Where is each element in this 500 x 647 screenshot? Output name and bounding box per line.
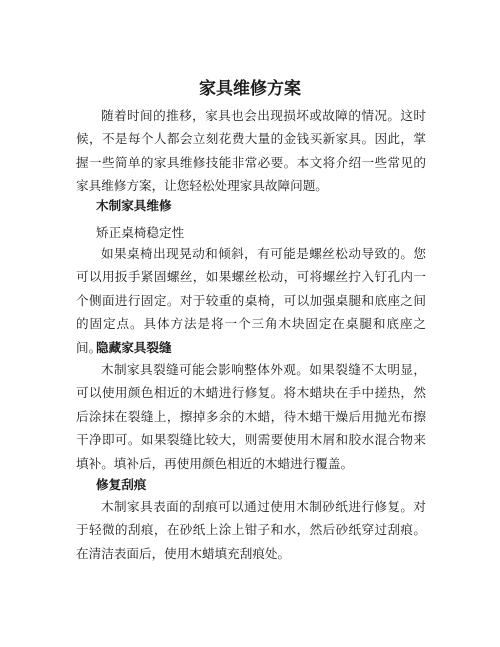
paragraph-hide-cracks: 木制家具裂缝可能会影响整体外观。如果裂缝不太明显，可以使用颜色相近的木蜡进行修复。将木蜡块在手中搓热，然后涂抹在裂缝上，擦掉多余的木蜡，待木蜡干燥后用抛光布擦干净即可。如果裂缝比较大，则需要使用木屑和胶水混合物来填补。填补后，再使用颜色相近的木蜡进行覆盖。 (76, 362, 426, 471)
document-title: 家具维修方案 (199, 79, 301, 99)
paragraph-table-stability: 如果桌椅出现晃动和倾斜，有可能是螺丝松动导致的。您可以用扳手紧固螺丝，如果螺丝松动，可将螺丝拧入钉孔内一个侧面进行固定。对于较重的桌椅，可以加强桌腿和底座之间的固定点。具体方法是将一个三角木块固定在桌腿和底座之间。 (76, 246, 426, 355)
intro-paragraph: 随着时间的推移，家具也会出现损坏或故障的情况。这时候，不是每个人都会立刻花费大量的金钱买新家具。因此，掌握一些简单的家具维修技能非常必要。本文将介绍一些常见的家具维修方案，让您轻松处理家具故障问题。 (76, 108, 426, 194)
paragraph-repair-scratches: 木制家具表面的刮痕可以通过使用木制砂纸进行修复。对于轻微的刮痕，在砂纸上涂上钳子和水，然后砂纸穿过刮痕。在清洁表面后，使用木蜡填充刮痕处。 (76, 499, 426, 561)
subheading-repair-scratches: 修复刮痕 (96, 477, 147, 492)
subheading-hide-cracks: 隐藏家具裂缝 (96, 340, 172, 355)
section-heading-wood-furniture: 木制家具维修 (96, 198, 172, 213)
subheading-table-stability: 矫正桌椅稳定性 (96, 225, 185, 240)
